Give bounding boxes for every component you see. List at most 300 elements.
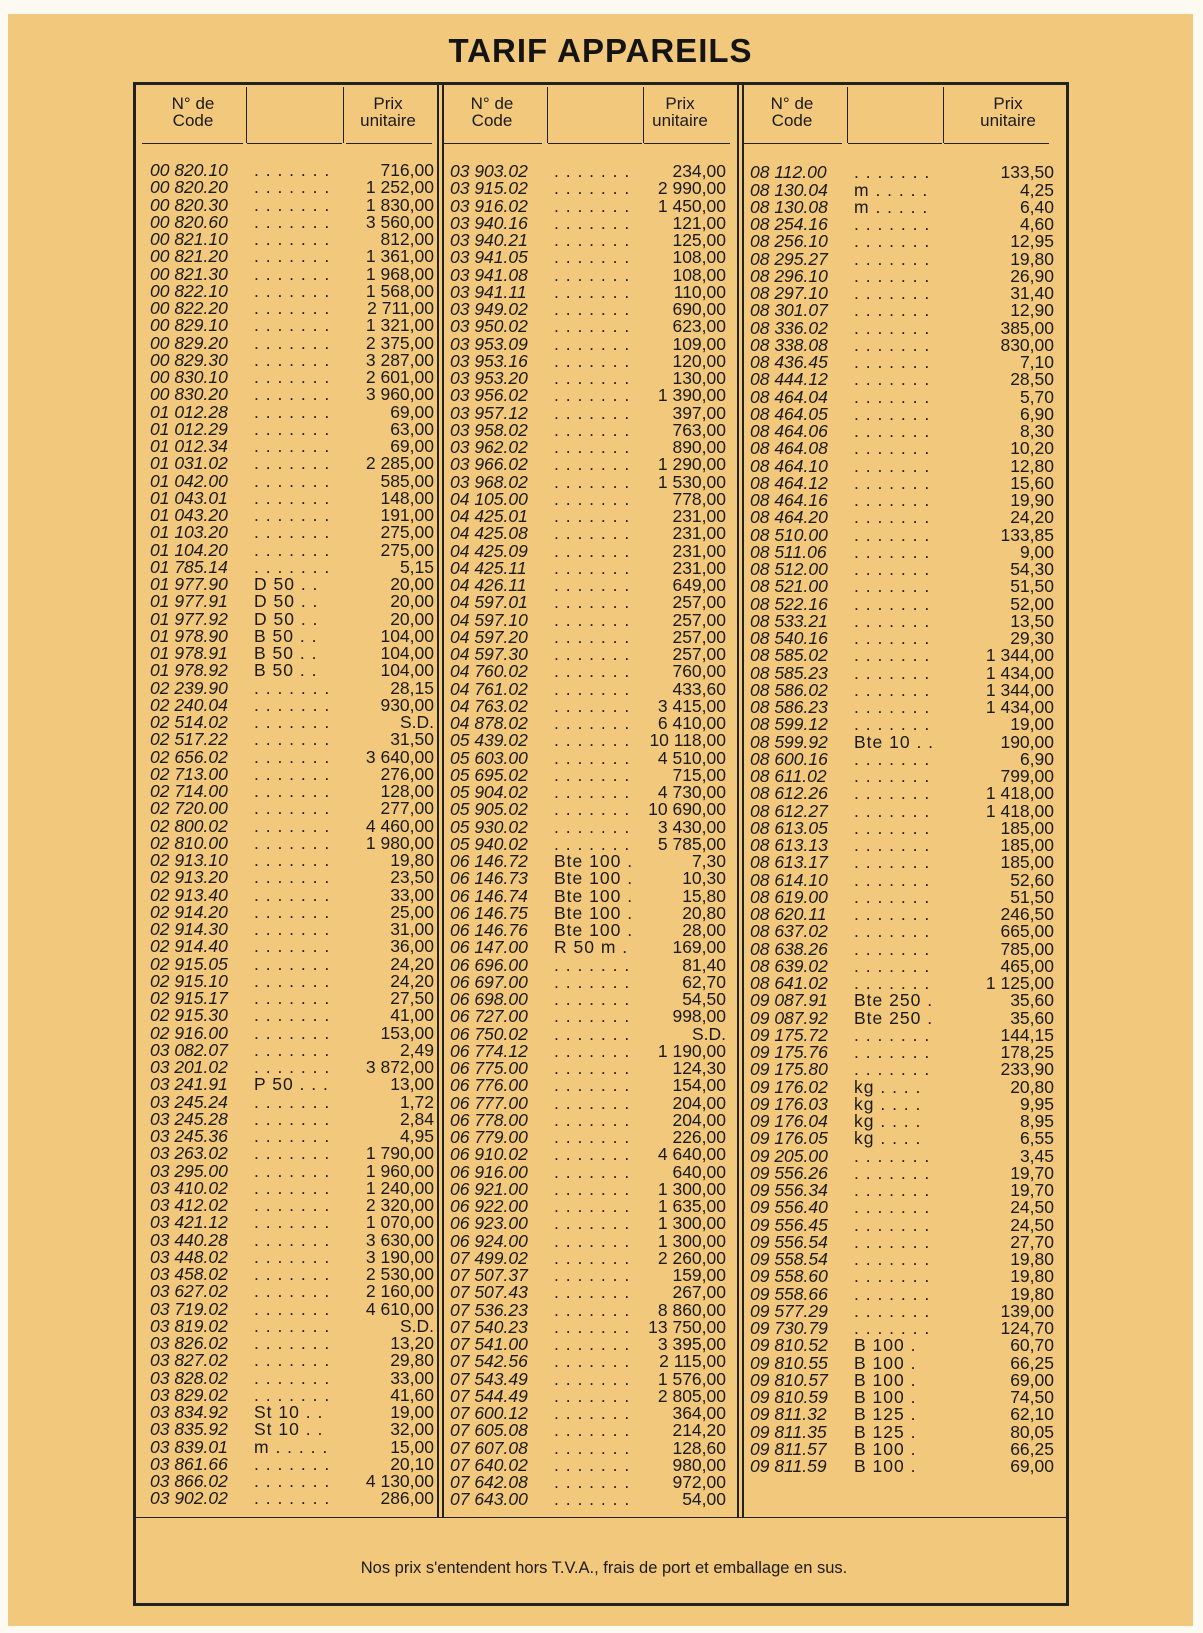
item-unit: . . . . . . .	[554, 1196, 631, 1217]
item-price: 13,20	[390, 1333, 434, 1353]
item-price: 3 415,00	[657, 695, 726, 716]
page-title: TARIF APPAREILS	[448, 32, 753, 69]
item-price: 1 960,00	[365, 1160, 434, 1181]
item-unit: . . . . . . .	[854, 1266, 931, 1287]
item-unit: . . . . . . .	[254, 1057, 331, 1077]
item-code: 03 953.09	[450, 333, 528, 354]
item-unit: . . . . . . .	[554, 1144, 631, 1165]
item-price: 108,00	[672, 264, 726, 285]
item-price: 3,45	[1019, 1145, 1054, 1166]
item-unit: . . . . . . .	[254, 194, 331, 215]
item-unit: . . . . . . .	[254, 1264, 331, 1284]
item-price: 12,80	[1010, 455, 1054, 476]
item-code: 03 245.28	[150, 1108, 228, 1129]
item-code: 06 696.00	[450, 954, 528, 975]
item-code: 00 821.10	[150, 229, 228, 249]
item-price: 69,00	[390, 401, 434, 422]
item-unit: . . . . . . .	[854, 507, 931, 528]
item-price: 31,40	[1010, 283, 1054, 304]
item-code: 08 464.10	[750, 455, 828, 476]
item-unit: m . . . . .	[254, 1436, 329, 1457]
item-price: 9,00	[1019, 541, 1054, 562]
item-price: 3 190,00	[365, 1246, 434, 1267]
item-price: 1 344,00	[985, 679, 1054, 700]
item-price: 246,50	[1000, 904, 1054, 925]
item-code: 04 597.30	[450, 644, 528, 665]
item-unit: . . . . . . .	[854, 835, 931, 856]
item-price: 19,80	[1010, 1283, 1054, 1304]
item-unit: . . . . . . .	[554, 1075, 631, 1096]
item-unit: m . . . . .	[854, 196, 929, 217]
header-underline	[247, 143, 342, 144]
item-price: 15,00	[390, 1436, 434, 1457]
item-unit: Bte 100 .	[554, 920, 634, 941]
item-unit: . . . . . . .	[854, 1214, 931, 1235]
item-unit: . . . . . . .	[254, 349, 331, 370]
item-unit: . . . . . . .	[854, 300, 931, 321]
item-unit: . . . . . . .	[254, 436, 331, 456]
item-price: 276,00	[380, 763, 434, 784]
item-price: 275,00	[380, 539, 434, 560]
item-code: 03 940.16	[450, 212, 528, 233]
item-price: 28,15	[390, 677, 434, 698]
item-unit: . . . . . . .	[254, 729, 331, 750]
item-unit: B 100 .	[854, 1438, 917, 1459]
item-unit: . . . . . . .	[254, 332, 331, 353]
item-unit: . . . . . . .	[254, 470, 331, 491]
column-divider	[737, 85, 739, 1517]
header-underline	[848, 143, 942, 144]
item-code: 02 913.10	[150, 850, 228, 870]
item-code: 03 448.02	[150, 1246, 228, 1267]
item-code: 03 957.12	[450, 402, 528, 423]
item-unit: . . . . . . .	[554, 471, 631, 492]
item-unit: . . . . . . .	[254, 160, 331, 180]
item-price: 35,60	[1010, 990, 1054, 1011]
item-code: 09 175.72	[750, 1024, 828, 1045]
item-code: 09 205.00	[750, 1145, 828, 1166]
item-unit: . . . . . . .	[554, 316, 631, 337]
item-unit: . . . . . . .	[254, 1333, 331, 1353]
item-price: 1 576,00	[657, 1368, 726, 1389]
item-unit: . . . . . . .	[254, 884, 331, 905]
item-unit: . . . . . . .	[554, 195, 631, 216]
item-unit: . . . . . . .	[554, 1489, 631, 1510]
item-code: 05 940.02	[450, 833, 528, 854]
item-price: 5 785,00	[657, 833, 726, 854]
item-unit: . . . . . . .	[854, 369, 931, 390]
item-unit: . . . . . . .	[554, 368, 631, 389]
item-price: 19,00	[390, 1402, 434, 1422]
item-unit: . . . . . . .	[554, 1127, 631, 1148]
item-unit: . . . . . . .	[854, 817, 931, 838]
item-unit: . . . . . . .	[254, 936, 331, 957]
header-price: Prix unitaire	[652, 94, 708, 130]
item-unit: . . . . . . .	[254, 953, 331, 974]
item-unit: . . . . . . .	[554, 1368, 631, 1389]
item-price: 66,25	[1010, 1352, 1054, 1373]
item-unit: St 10 . .	[254, 1402, 324, 1422]
item-price: 148,00	[380, 487, 434, 508]
item-code: 09 730.79	[750, 1318, 828, 1339]
item-price: 190,00	[1000, 731, 1054, 752]
item-price: 2 115,00	[659, 1351, 726, 1372]
item-code: 09 810.57	[750, 1369, 828, 1390]
item-code: 05 904.02	[450, 782, 528, 803]
item-code: 03 953.20	[450, 368, 528, 389]
item-code: 06 146.75	[450, 902, 528, 923]
item-unit: P 50 . . .	[254, 1074, 329, 1095]
item-code: 03 458.02	[150, 1264, 228, 1284]
item-code: 07 607.08	[450, 1437, 528, 1458]
item-price: 4,60	[1019, 214, 1054, 235]
item-code: 08 613.13	[750, 835, 828, 856]
item-price: 8,95	[1019, 1111, 1054, 1132]
item-code: 06 924.00	[450, 1230, 528, 1251]
item-price: 286,00	[380, 1488, 434, 1509]
item-code: 01 012.28	[150, 401, 228, 422]
item-code: 03 412.02	[150, 1195, 228, 1215]
item-price: 24,20	[1010, 507, 1054, 528]
item-unit: B 100 .	[854, 1369, 917, 1390]
item-price: 41,00	[390, 1005, 434, 1026]
item-unit: . . . . . . .	[554, 730, 631, 751]
item-code: 05 603.00	[450, 747, 528, 768]
item-price: 1 418,00	[985, 783, 1054, 804]
item-code: 08 130.04	[750, 179, 828, 200]
item-unit: . . . . . . .	[854, 1180, 931, 1201]
item-unit: . . . . . . .	[554, 557, 631, 578]
item-price: 133,50	[1000, 162, 1054, 183]
item-price: 19,80	[1010, 248, 1054, 269]
item-unit: . . . . . . .	[854, 800, 931, 821]
item-code: 04 763.02	[450, 695, 528, 716]
item-price: 29,80	[390, 1350, 434, 1371]
item-price: 3 430,00	[657, 816, 726, 837]
item-unit: . . . . . . .	[854, 1042, 931, 1063]
item-price: 1 240,00	[365, 1177, 434, 1198]
item-code: 08 464.12	[750, 472, 828, 493]
item-unit: . . . . . . .	[254, 246, 331, 267]
item-price: 1,72	[399, 1091, 434, 1112]
item-unit: . . . . . . .	[554, 454, 631, 475]
item-unit: . . . . . . .	[854, 283, 931, 304]
item-code: 08 336.02	[750, 317, 828, 338]
item-unit: . . . . . . .	[254, 453, 331, 474]
item-code: 07 543.49	[450, 1368, 528, 1389]
item-unit: Bte 100 .	[554, 902, 634, 923]
item-code: 02 240.04	[150, 694, 228, 715]
item-code: 03 903.02	[450, 161, 528, 182]
item-price: 204,00	[672, 1109, 726, 1130]
item-unit: . . . . . . .	[254, 229, 331, 249]
item-price: 1 830,00	[365, 194, 434, 215]
item-price: 972,00	[672, 1472, 726, 1493]
item-price: 4 130,00	[365, 1471, 434, 1491]
item-price: 80,05	[1010, 1421, 1054, 1442]
item-price: 31,00	[390, 919, 434, 939]
item-code: 09 811.35	[750, 1421, 827, 1442]
item-price: 33,00	[390, 884, 434, 905]
item-code: 09 556.45	[750, 1214, 828, 1235]
item-code: 08 464.08	[750, 438, 828, 459]
item-code: 08 130.08	[750, 196, 828, 217]
item-price: 998,00	[672, 1006, 726, 1027]
item-unit: . . . . . . .	[554, 989, 631, 1010]
item-code: 08 464.20	[750, 507, 828, 528]
item-unit: . . . . . . .	[854, 886, 931, 907]
item-unit: . . . . . . .	[854, 559, 931, 580]
item-code: 03 827.02	[150, 1350, 228, 1371]
item-code: 08 586.23	[750, 697, 828, 718]
item-code: 02 915.30	[150, 1005, 228, 1026]
item-code: 00 820.60	[150, 211, 228, 232]
item-code: 06 779.00	[450, 1127, 528, 1148]
item-code: 02 915.05	[150, 953, 228, 974]
item-code: 07 536.23	[450, 1299, 528, 1320]
item-unit: Bte 100 .	[554, 851, 634, 872]
item-code: 03 829.02	[150, 1384, 228, 1405]
item-unit: . . . . . . .	[854, 1145, 931, 1166]
item-unit: . . . . . . .	[254, 263, 331, 284]
item-code: 03 915.02	[450, 178, 528, 199]
item-code: 08 338.08	[750, 334, 828, 355]
item-unit: . . . . . . .	[554, 212, 631, 233]
item-price: 19,70	[1010, 1162, 1054, 1183]
item-price: 26,90	[1010, 265, 1054, 286]
item-unit: . . . . . . .	[554, 540, 631, 561]
item-price: 191,00	[380, 505, 434, 525]
item-unit: . . . . . . .	[554, 281, 631, 302]
item-price: 1 530,00	[657, 471, 726, 492]
item-price: 275,00	[380, 522, 434, 543]
item-code: 09 556.54	[750, 1231, 828, 1252]
item-price: 130,00	[672, 368, 726, 389]
item-code: 06 922.00	[450, 1196, 528, 1217]
item-unit: . . . . . . .	[554, 1161, 631, 1182]
item-unit: . . . . . . .	[254, 1488, 331, 1509]
item-unit: . . . . . . .	[254, 677, 331, 698]
item-code: 08 540.16	[750, 628, 828, 649]
item-unit: . . . . . . .	[554, 1351, 631, 1372]
item-unit: . . . . . . .	[254, 850, 331, 870]
item-price: 257,00	[672, 609, 726, 630]
item-price: 120,00	[672, 350, 726, 371]
item-price: 930,00	[380, 694, 434, 715]
item-code: 08 619.00	[750, 886, 828, 907]
item-price: 62,70	[682, 971, 726, 992]
item-price: 257,00	[672, 626, 726, 647]
column-divider	[437, 85, 439, 1517]
item-code: 09 087.92	[750, 1007, 828, 1028]
item-code: 08 436.45	[750, 352, 828, 373]
item-code: 06 776.00	[450, 1075, 528, 1096]
item-price: 19,80	[1010, 1249, 1054, 1270]
item-code: 09 176.04	[750, 1111, 828, 1132]
item-price: 10,20	[1010, 438, 1054, 459]
item-code: 03 295.00	[150, 1160, 228, 1181]
item-price: 20,00	[390, 608, 434, 629]
item-price: 233,90	[1000, 1059, 1054, 1080]
item-code: 09 087.91	[750, 990, 828, 1011]
item-price: 5,15	[399, 556, 434, 577]
header-divider	[246, 87, 247, 143]
item-code: 08 614.10	[750, 869, 828, 890]
item-price: 2 320,00	[365, 1195, 434, 1215]
header-underline	[548, 143, 642, 144]
item-unit: Bte 100 .	[554, 868, 634, 889]
item-code: 05 439.02	[450, 730, 528, 751]
item-unit: . . . . . . .	[554, 247, 631, 268]
item-price: 716,00	[380, 160, 434, 180]
item-code: 03 916.02	[450, 195, 528, 216]
item-unit: . . . . . . .	[254, 1108, 331, 1129]
item-price: 12,90	[1010, 300, 1054, 321]
item-code: 09 556.34	[750, 1180, 828, 1201]
item-unit: . . . . . . .	[554, 299, 631, 320]
item-unit: . . . . . . .	[554, 264, 631, 285]
column-divider	[742, 85, 744, 1517]
item-price: 15,60	[1010, 472, 1054, 493]
item-price: 1 361,00	[365, 246, 434, 267]
item-unit: . . . . . . .	[854, 1231, 931, 1252]
item-price: 139,00	[1000, 1300, 1054, 1321]
item-unit: . . . . . . .	[854, 1283, 931, 1304]
item-price: 185,00	[1000, 852, 1054, 873]
item-code: 07 600.12	[450, 1403, 528, 1424]
item-unit: . . . . . . .	[554, 350, 631, 371]
item-price: 110,00	[673, 281, 726, 302]
item-price: 2 990,00	[657, 178, 726, 199]
item-unit: . . . . . . .	[554, 1299, 631, 1320]
item-code: 08 256.10	[750, 231, 828, 252]
item-price: 63,00	[390, 418, 434, 439]
item-unit: . . . . . . .	[854, 472, 931, 493]
item-unit: . . . . . . .	[854, 386, 931, 407]
item-code: 00 820.30	[150, 194, 228, 215]
item-unit: R 50 m .	[554, 937, 629, 958]
item-code: 03 839.01	[150, 1436, 228, 1457]
item-unit: . . . . . . .	[254, 280, 331, 301]
item-unit: . . . . . . .	[554, 333, 631, 354]
item-unit: . . . . . . .	[554, 1420, 631, 1441]
item-code: 08 296.10	[750, 265, 828, 286]
item-price: 10 118,00	[649, 730, 726, 751]
item-price: 1 070,00	[365, 1212, 434, 1233]
item-code: 00 820.20	[150, 177, 228, 198]
item-code: 03 941.05	[450, 247, 528, 268]
item-unit: . . . . . . .	[254, 694, 331, 715]
item-price: 24,20	[390, 953, 434, 974]
item-unit: . . . . . . .	[254, 970, 331, 991]
item-code: 03 828.02	[150, 1367, 228, 1388]
item-code: 06 697.00	[450, 971, 528, 992]
item-code: 00 830.10	[150, 367, 228, 387]
item-unit: . . . . . . .	[254, 781, 331, 801]
item-price: 104,00	[380, 625, 434, 646]
footer-note: Nos prix s'entendent hors T.V.A., frais de port et emballage en sus.	[360, 1559, 848, 1577]
item-code: 01 031.02	[150, 453, 228, 474]
item-unit: . . . . . . .	[854, 1162, 931, 1183]
item-price: 2 285,00	[365, 453, 434, 474]
item-code: 09 176.05	[750, 1128, 828, 1149]
item-unit: . . . . . . .	[554, 1058, 631, 1079]
item-code: 02 914.40	[150, 936, 228, 957]
item-unit: . . . . . . .	[854, 352, 931, 373]
item-price: 3 560,00	[365, 211, 434, 232]
item-unit: . . . . . . .	[554, 1403, 631, 1424]
item-unit: . . . . . . .	[254, 401, 331, 422]
item-price: 763,00	[672, 419, 726, 440]
item-code: 03 956.02	[450, 385, 528, 406]
item-code: 04 425.11	[450, 557, 527, 578]
item-price: 41,60	[390, 1384, 434, 1405]
item-unit: . . . . . . .	[854, 593, 931, 614]
item-unit: . . . . . . .	[554, 644, 631, 665]
item-code: 01 043.01	[150, 487, 228, 508]
item-unit: . . . . . . .	[854, 1197, 931, 1218]
item-code: 08 295.27	[750, 248, 828, 269]
item-price: 51,50	[1010, 886, 1054, 907]
item-price: 2 530,00	[365, 1264, 434, 1284]
item-code: 07 507.37	[450, 1265, 528, 1286]
item-unit: . . . . . . .	[854, 662, 931, 683]
item-unit: . . . . . . .	[554, 1109, 631, 1130]
item-code: 05 695.02	[450, 764, 528, 785]
header-code: N° de Code	[770, 94, 814, 130]
item-code: 04 426.11	[450, 575, 527, 596]
item-price: 27,50	[390, 988, 434, 1008]
item-price: 28,50	[1010, 369, 1054, 390]
item-unit: . . . . . . .	[254, 384, 331, 405]
item-code: 09 811.57	[750, 1438, 827, 1459]
item-code: 02 720.00	[150, 798, 228, 819]
item-unit: . . . . . . .	[554, 1316, 631, 1337]
item-code: 00 829.10	[150, 315, 228, 336]
item-code: 02 656.02	[150, 746, 228, 767]
item-price: 19,70	[1010, 1180, 1054, 1201]
item-price: 144,15	[1000, 1024, 1054, 1045]
item-price: 69,00	[1010, 1456, 1054, 1477]
item-unit: St 10 . .	[254, 1419, 324, 1440]
item-unit: . . . . . . .	[254, 1281, 331, 1302]
item-price: 5,70	[1019, 386, 1054, 407]
item-price: 1 968,00	[365, 263, 434, 284]
item-code: 02 913.40	[150, 884, 228, 905]
item-code: 01 978.90	[150, 625, 228, 646]
item-unit: D 50 . .	[254, 608, 319, 629]
item-unit: . . . . . . .	[554, 419, 631, 440]
item-price: 36,00	[390, 936, 434, 957]
item-unit: . . . . . . .	[854, 973, 931, 994]
item-code: 08 464.16	[750, 490, 828, 511]
item-unit: . . . . . . .	[554, 1230, 631, 1251]
item-code: 00 821.20	[150, 246, 228, 267]
price-table	[133, 82, 1069, 1606]
item-code: 07 540.23	[450, 1316, 528, 1337]
item-unit: . . . . . . .	[854, 1318, 931, 1339]
item-code: 06 775.00	[450, 1058, 528, 1079]
item-price: 1 568,00	[365, 280, 434, 301]
item-unit: . . . . . . .	[554, 971, 631, 992]
item-price: 778,00	[672, 488, 726, 509]
item-unit: . . . . . . .	[254, 832, 331, 853]
item-unit: . . . . . . .	[854, 403, 931, 424]
item-unit: . . . . . . .	[554, 1265, 631, 1286]
item-unit: . . . . . . .	[254, 177, 331, 198]
item-code: 08 112.00	[750, 162, 827, 183]
header-underline	[142, 143, 243, 144]
